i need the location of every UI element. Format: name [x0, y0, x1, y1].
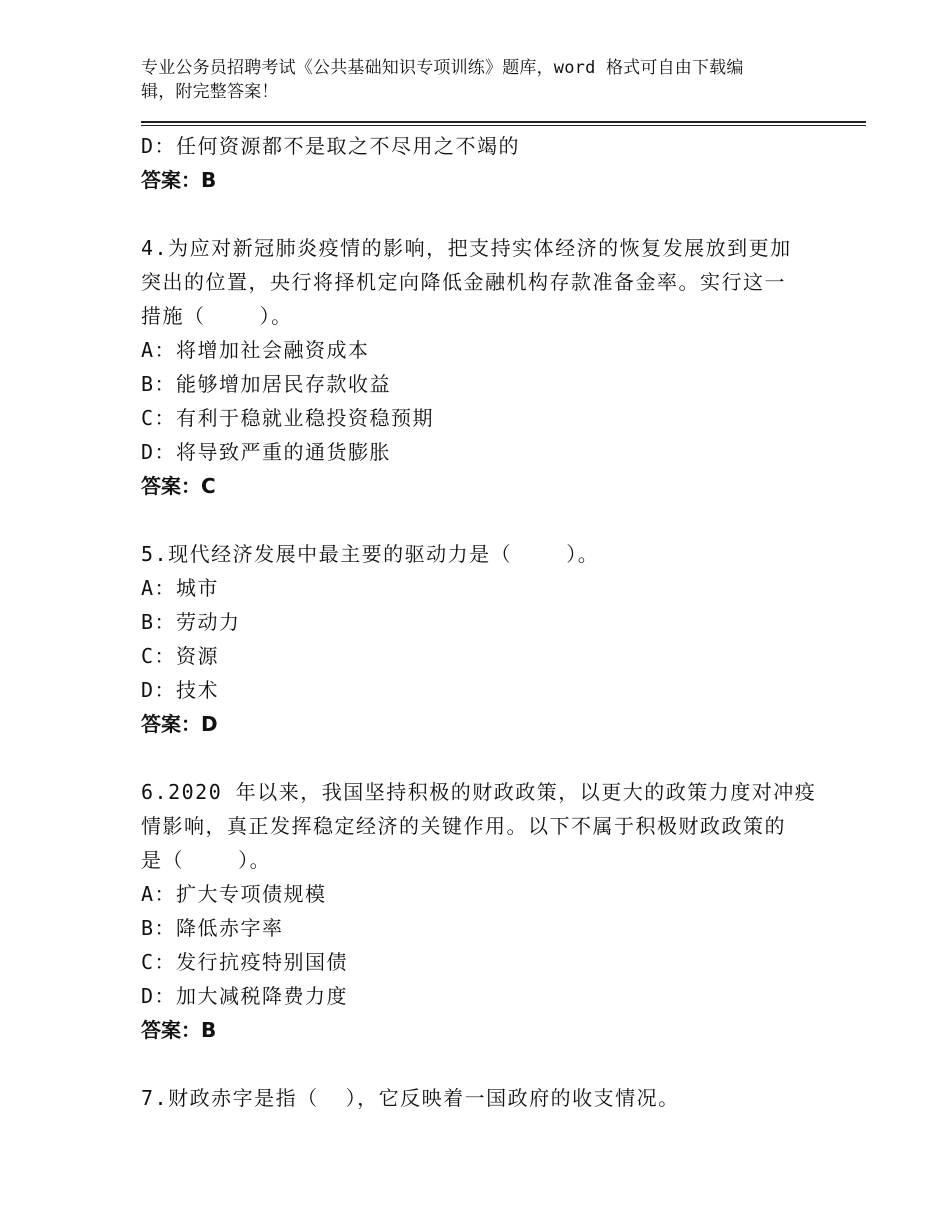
option-b: B：能够增加居民存款收益 [141, 372, 392, 396]
option-d: D：技术 [141, 678, 220, 702]
question-stem-line: 6.2020 年以来，我国坚持积极的财政政策，以更大的政策力度对冲疫 [141, 780, 817, 804]
answer-line: 答案：B [141, 1018, 217, 1042]
answer-line: 答案：B [141, 168, 217, 192]
option-c: C：有利于稳就业稳投资稳预期 [141, 406, 435, 430]
option-a: A：将增加社会融资成本 [141, 338, 370, 362]
option-a: A：城市 [141, 576, 220, 600]
option-b: B：降低赤字率 [141, 916, 284, 940]
question-5 [141, 537, 821, 741]
header-line-1: 专业公务员招聘考试《公共基础知识专项训练》题库，word 格式可自由下载编 [141, 58, 744, 78]
question-4 [141, 231, 821, 503]
question-stem-line: 4.为应对新冠肺炎疫情的影响，把支持实体经济的恢复发展放到更加 [141, 236, 792, 260]
header-line-2: 辑，附完整答案！ [141, 82, 279, 102]
question-stem-line: 是（ ）。 [141, 848, 272, 872]
question-stem-line: 措施（ ）。 [141, 304, 293, 328]
option-d: D：加大减税降费力度 [141, 984, 349, 1008]
option-c: C：资源 [141, 644, 220, 668]
answer-line: 答案：D [141, 712, 218, 736]
question-6 [141, 775, 821, 1047]
document-body [141, 129, 821, 1115]
option-b: B：劳动力 [141, 610, 241, 634]
question-stem-line: 5.现代经济发展中最主要的驱动力是（ ）。 [141, 542, 600, 566]
option-d: D：任何资源都不是取之不尽用之不竭的 [141, 134, 521, 158]
option-d: D：将导致严重的通货膨胀 [141, 440, 392, 464]
question-stem-line: 突出的位置，央行将择机定向降低金融机构存款准备金率。实行这一 [141, 270, 786, 294]
question-stem-line: 情影响，真正发挥稳定经济的关键作用。以下不属于积极财政政策的 [141, 814, 786, 838]
answer-line: 答案：C [141, 474, 216, 498]
question-stem-line: 7.财政赤字是指（ ），它反映着一国政府的收支情况。 [141, 1086, 680, 1110]
option-c: C：发行抗疫特别国债 [141, 950, 349, 974]
option-a: A：扩大专项债规模 [141, 882, 327, 906]
question-7 [141, 1081, 821, 1115]
header-rule-thick [141, 121, 866, 123]
document-header [141, 56, 781, 104]
header-rule-thin [141, 125, 866, 126]
